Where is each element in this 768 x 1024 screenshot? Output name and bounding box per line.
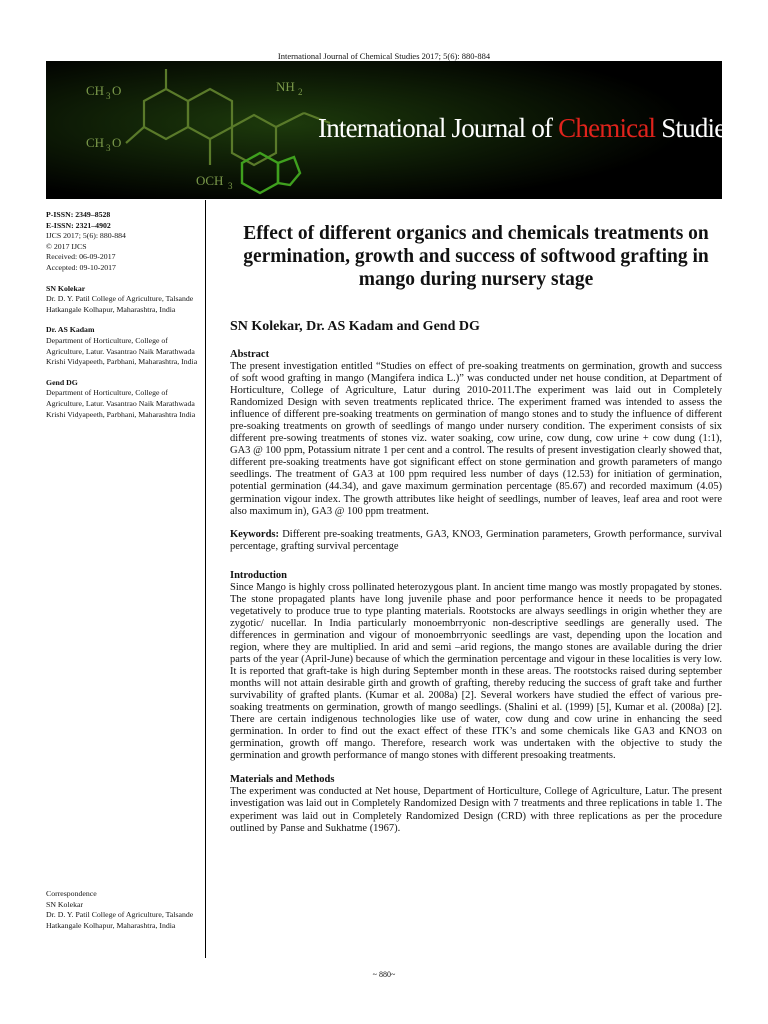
article-body bbox=[230, 222, 722, 835]
page-number: ~ 880~ bbox=[372, 970, 396, 979]
correspondence-affiliation: Dr. D. Y. Patil College of Agriculture, Talsande Hatkangale Kolhapur, Maharashtra, India bbox=[46, 910, 194, 930]
svg-text:OCH: OCH bbox=[196, 173, 224, 188]
keywords-text: Different pre-soaking treatments, GA3, KNO3, Germination parameters, Growth performance, survival percentage, grafting survival percentage bbox=[230, 528, 722, 552]
author-affiliation bbox=[46, 284, 198, 316]
author-affiliation-text: Dr. D. Y. Patil College of Agriculture, Talsande Hatkangale Kolhapur, Maharashtra, India bbox=[46, 294, 194, 314]
introduction-section bbox=[230, 570, 722, 763]
journal-title-suffix: Studies bbox=[655, 113, 736, 143]
keywords-label: Keywords: bbox=[230, 528, 279, 540]
journal-title bbox=[318, 113, 735, 144]
keywords bbox=[230, 529, 722, 553]
correspondence bbox=[46, 889, 198, 931]
author-affiliation bbox=[46, 378, 198, 420]
article-authors: SN Kolekar, Dr. AS Kadam and Gend DG bbox=[230, 319, 480, 334]
introduction-text: Since Mango is highly cross pollinated heterozygous plant. In ancient time mango was mostly propagated by stones. The stone propagated plants have long juvenile phase and poor performance hence it needs to be propagated vegetatively to produce true to type planting materials. Rootstocks are always seedlings in origin whether they are zygotic/ nucellar. In India particularly monoembrryonic non-descriptive seedlings are generally used. The differences in germination and vigour of monoembrryonic seedlings are vast, depending upon the location and region, where they are multiplied. In arid and semi –arid regions, the mango stones are available during the drier parts of the year (April-June) because of which the germination percentage and vigour in these localities is very low. It is reported that graft-take is high during September month in these areas. The rootstocks raised during september months will not attain desirable girth and growth of grafting, thereby reducing the success of graft take and further survivability of grafted plants. (Kumar et al. 2008a) [2]. Several workers have studied the effect of various pre-soaking treatments on germination, growth of mango seedlings. (Shalini et al. (1999) [5], Kumar et al. (2008a) [2]. There are certain indigenous technologies like use of water, cow dung and cow urine in enhancing the seed germination. In order to find out the exact effect of these ITK’s and some chemicals like GA3 and KNO3 on germination, growth off mango. Therefore, research work was undertaken with the objective to study the germination and growth performance of mango stones with different presoaking treatments. bbox=[230, 581, 722, 762]
abstract-section bbox=[230, 349, 722, 518]
correspondence-name: SN Kolekar bbox=[46, 899, 84, 909]
introduction-heading: Introduction bbox=[230, 569, 287, 581]
methods-text: The experiment was conducted at Net house, Department of Horticulture, College of Agriculture, Latur. The present investigation was laid out in Completely Randomized Design with 7 treatments and three replications in table 1. The experiment was laid out in Completely Randomized Design (CRD) with three replications as per the procedure outlined by Panse and Sukhatme (1967). bbox=[230, 786, 722, 834]
author-affiliation-text: Department of Horticulture, College of Agriculture, Latur. Vasantrao Naik Marathwada Krishi Vidyapeeth, Parbhani, Maharashtra, India bbox=[46, 335, 198, 367]
abstract-text: The present investigation entitled “Studies on effect of pre-soaking treatments on germination, growth and success of soft wood grafting in mango (Mangifera indica L.)” was conducted under net house condition, at Department of Horticulture, College of Agriculture, Latur during 2010-2011.The experiment was laid out in Completely Randomized Design with seven treatments replicated thrice. The experiment framed was intended to assess the influence of different pre-soaking treatments on germination of mango stones and to study the influence of different pre-soaking treatments on growth of seedlings of mango under nursery condition. The experiment consists of six different pre-sowing treatments of stones viz. water soaking, cow urine, cow dung, cow urine + cow dung (1:1), GA3 @ 100 ppm, Potassium nitrate 1 per cent and a control. The results of present investigation clearly showed that, different pre-soaking treatments have got significant effect on stone germination and growth parameters of mango seedlings. The treatment of GA3 at 100 ppm required less number of days (12.53) for initiation of germination, potential germination (44.34), and gave maximum germination percentage (85.67) and recorded maximum (4.05) germination vigour index. The growth attributes like height of seedlings, number of leaves, leaf area and root were also maximum in), GA3 @ 100 ppm treatment. bbox=[230, 361, 722, 517]
author-affiliation-text: Department of Horticulture, College of Agriculture, Latur. Vasantrao Naik Marathwada Krishi Vidyapeeth, Parbhani, Maharashtra India bbox=[46, 388, 196, 419]
running-head: International Journal of Chemical Studies 2017; 5(6): 880-884 bbox=[277, 51, 491, 61]
svg-text:NH: NH bbox=[276, 79, 295, 94]
ijcs-citation: IJCS 2017; 5(6): 880-884 bbox=[46, 231, 126, 241]
column-divider bbox=[205, 200, 206, 958]
svg-text:3: 3 bbox=[106, 91, 111, 101]
journal-title-prefix: International Journal of bbox=[318, 113, 559, 143]
issn-print: P-ISSN: 2349–8528 bbox=[46, 210, 111, 219]
journal-title-highlight: Chemical bbox=[558, 113, 656, 143]
author-name: SN Kolekar bbox=[46, 283, 86, 293]
svg-text:3: 3 bbox=[228, 181, 233, 191]
abstract-heading: Abstract bbox=[230, 349, 270, 360]
correspondence-label: Correspondence bbox=[46, 889, 97, 898]
author-name: Gend DG bbox=[46, 377, 78, 387]
publication-info bbox=[46, 210, 198, 274]
issn-electronic: E-ISSN: 2321–4902 bbox=[46, 220, 111, 230]
svg-text:CH: CH bbox=[86, 83, 105, 98]
article-title: Effect of different organics and chemicals treatments on germination, growth and success of softwood grafting in mango during nursery stage bbox=[243, 223, 709, 290]
svg-text:O: O bbox=[112, 135, 122, 150]
sidebar bbox=[46, 210, 198, 430]
accepted-date: Accepted: 09-10-2017 bbox=[46, 262, 116, 272]
author-affiliation bbox=[46, 325, 198, 367]
svg-text:O: O bbox=[112, 83, 122, 98]
svg-text:CH: CH bbox=[86, 135, 105, 150]
methods-heading: Materials and Methods bbox=[230, 774, 335, 786]
svg-text:2: 2 bbox=[298, 87, 303, 97]
received-date: Received: 06-09-2017 bbox=[46, 252, 116, 262]
copyright: © 2017 IJCS bbox=[46, 241, 87, 251]
journal-banner bbox=[46, 61, 736, 199]
svg-text:3: 3 bbox=[106, 143, 111, 153]
author-name: Dr. AS Kadam bbox=[46, 325, 95, 335]
methods-section bbox=[230, 774, 722, 834]
